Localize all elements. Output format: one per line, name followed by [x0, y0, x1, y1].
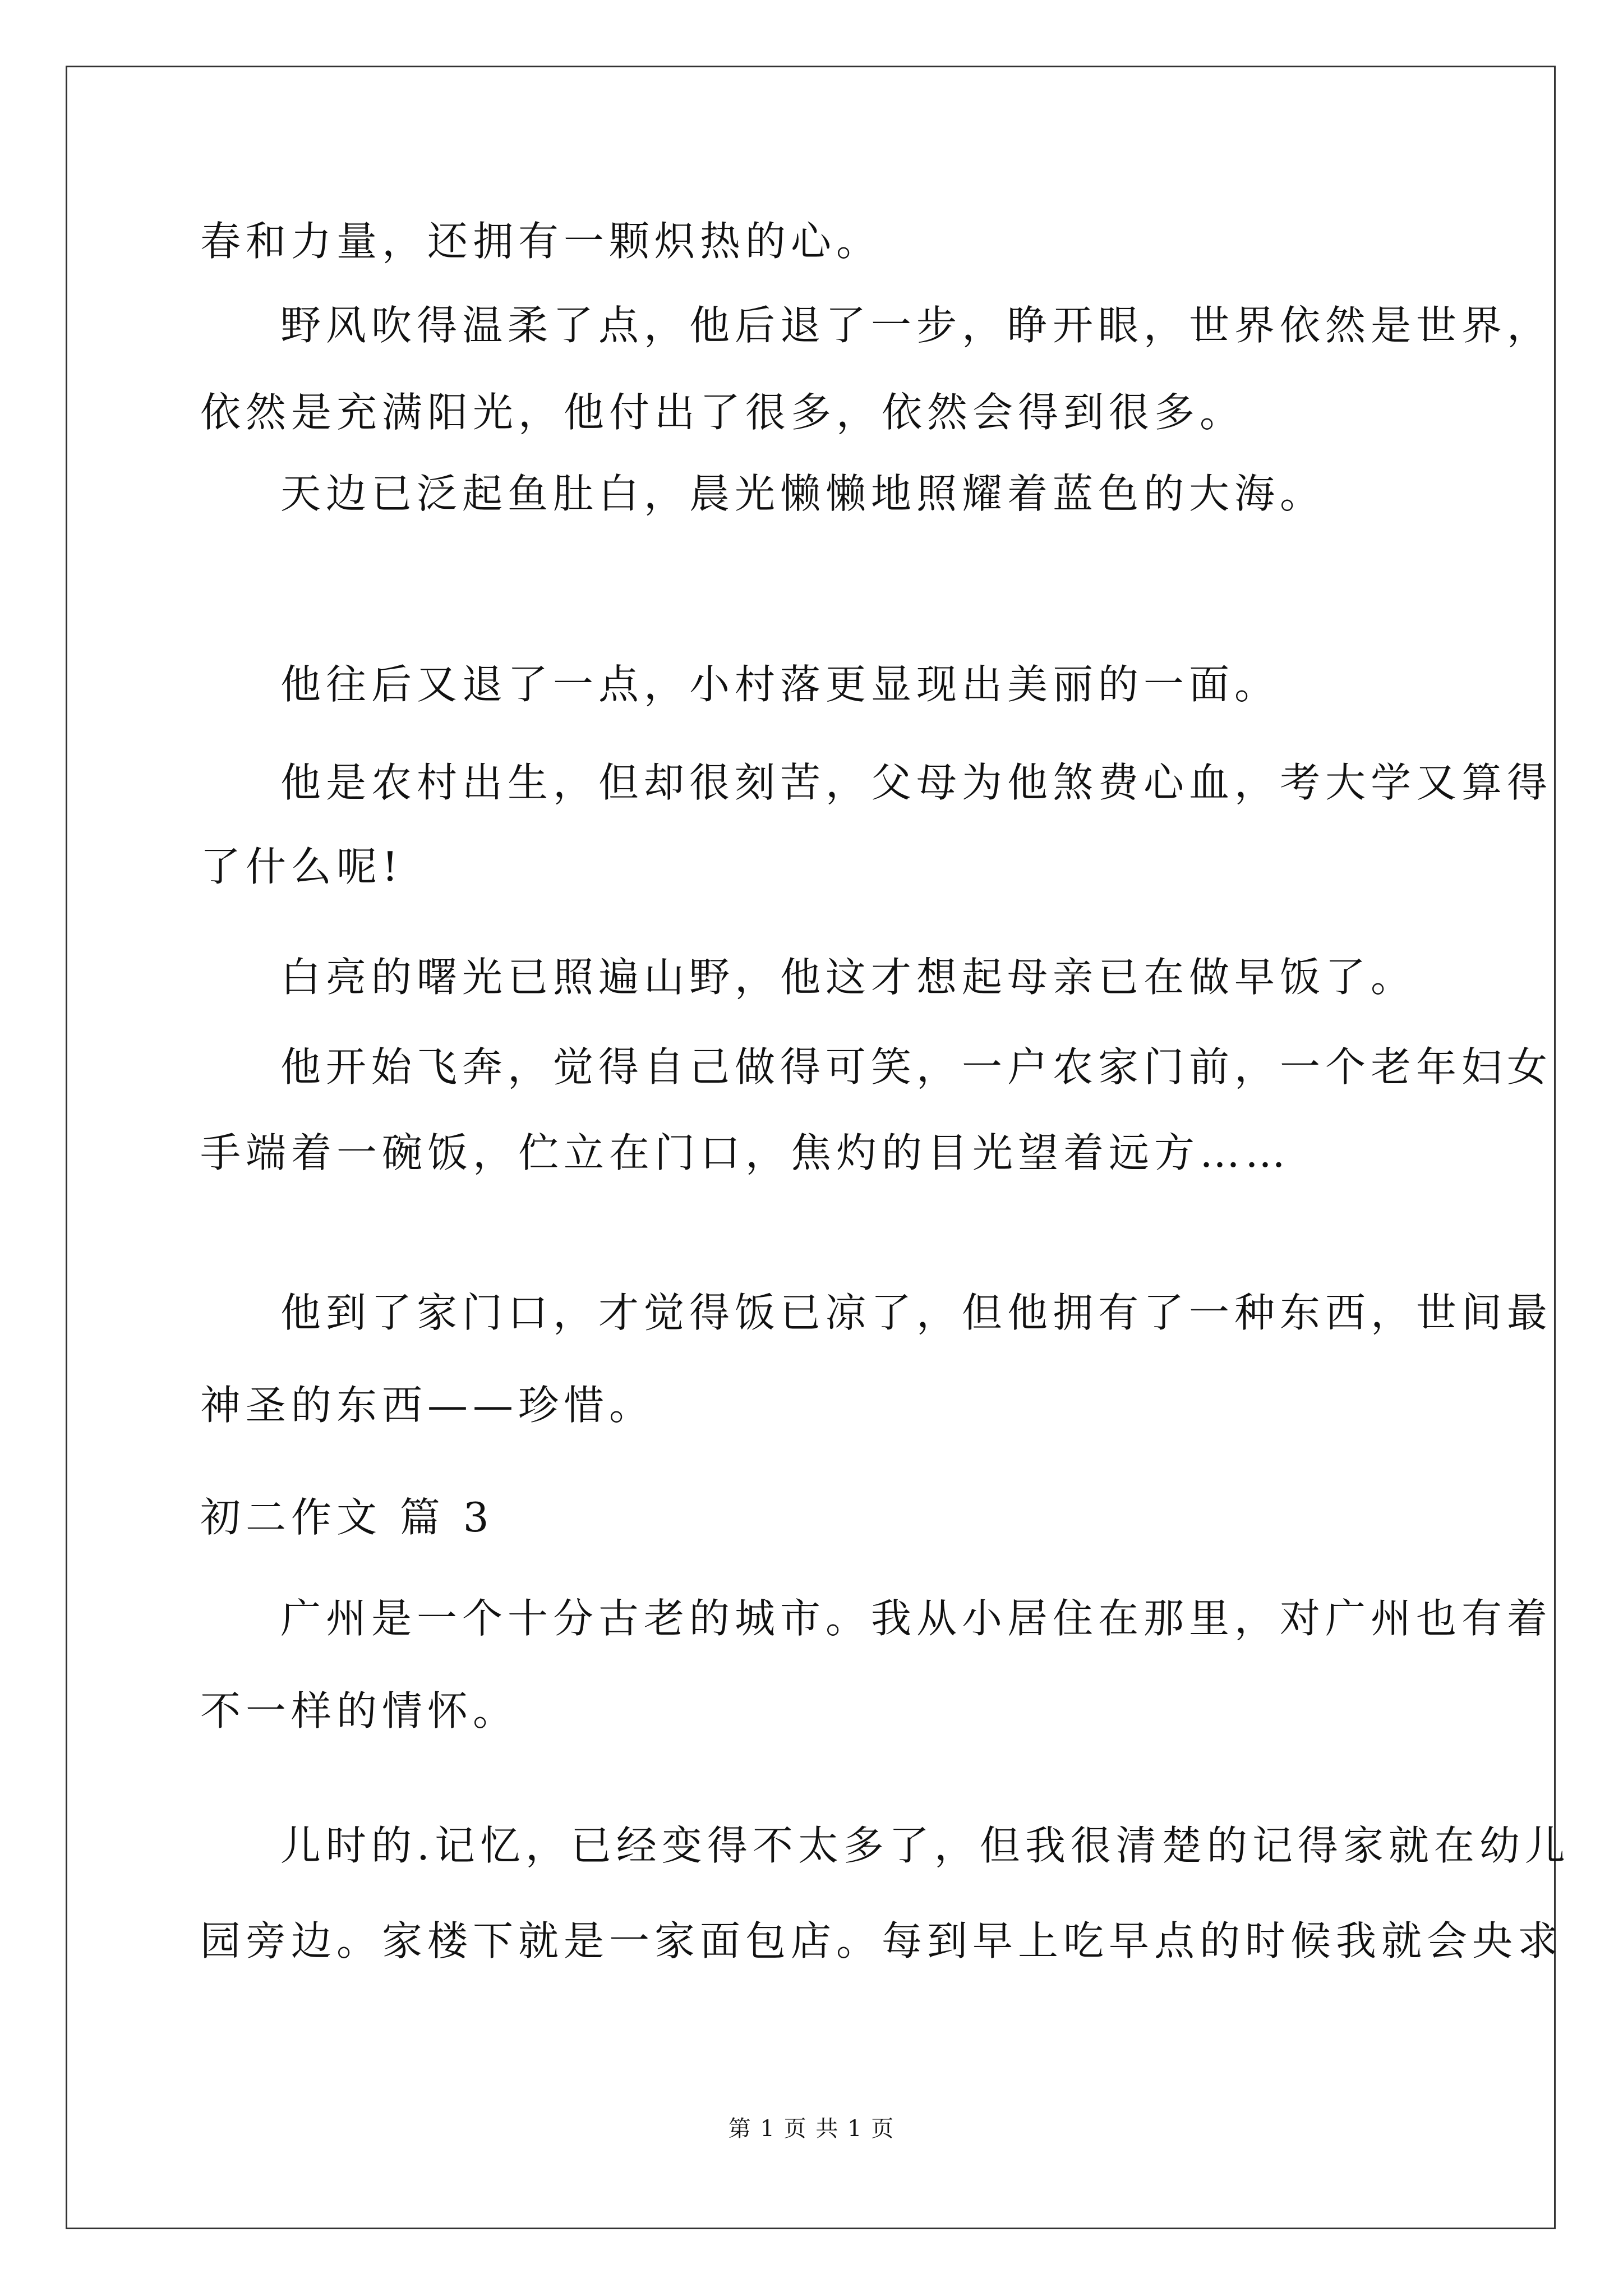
text-line: 春和力量，还拥有一颗炽热的心。: [200, 218, 882, 265]
text-line: 他开始飞奔，觉得自己做得可笑，一户农家门前，一个老年妇女: [280, 1043, 1553, 1091]
text-line: 园旁边。家楼下就是一家面包店。每到早上吃早点的时候我就会央求: [200, 1917, 1564, 1964]
text-line: 了什么呢!: [200, 843, 403, 890]
text-line: 他是农村出生，但却很刻苦，父母为他煞费心血，考大学又算得: [280, 759, 1553, 806]
text-line: 他到了家门口，才觉得饭已凉了，但他拥有了一种东西，世间最: [280, 1289, 1553, 1336]
text-line: 儿时的.记忆，已经变得不太多了，但我很清楚的记得家就在幼儿: [280, 1822, 1570, 1869]
text-line: 神圣的东西——珍惜。: [200, 1382, 655, 1429]
text-line: 白亮的曙光已照遍山野，他这才想起母亲已在做早饭了。: [280, 954, 1417, 1001]
text-line: 不一样的情怀。: [200, 1687, 519, 1734]
page-footer: 第 1 页 共 1 页: [728, 2116, 895, 2142]
text-line: 野风吹得温柔了点，他后退了一步，睁开眼，世界依然是世界，: [280, 302, 1553, 349]
text-line: 广州是一个十分古老的城市。我从小居住在那里，对广州也有着: [280, 1595, 1553, 1642]
text-line: 依然是充满阳光，他付出了很多，依然会得到很多。: [200, 389, 1246, 436]
text-line: 手端着一碗饭，伫立在门口，焦灼的目光望着远方……: [200, 1129, 1291, 1176]
text-line: 天边已泛起鱼肚白，晨光懒懒地照耀着蓝色的大海。: [280, 470, 1326, 517]
text-line: 他往后又退了一点，小村落更显现出美丽的一面。: [280, 661, 1280, 708]
section-heading: 初二作文 篇 3: [200, 1494, 494, 1541]
